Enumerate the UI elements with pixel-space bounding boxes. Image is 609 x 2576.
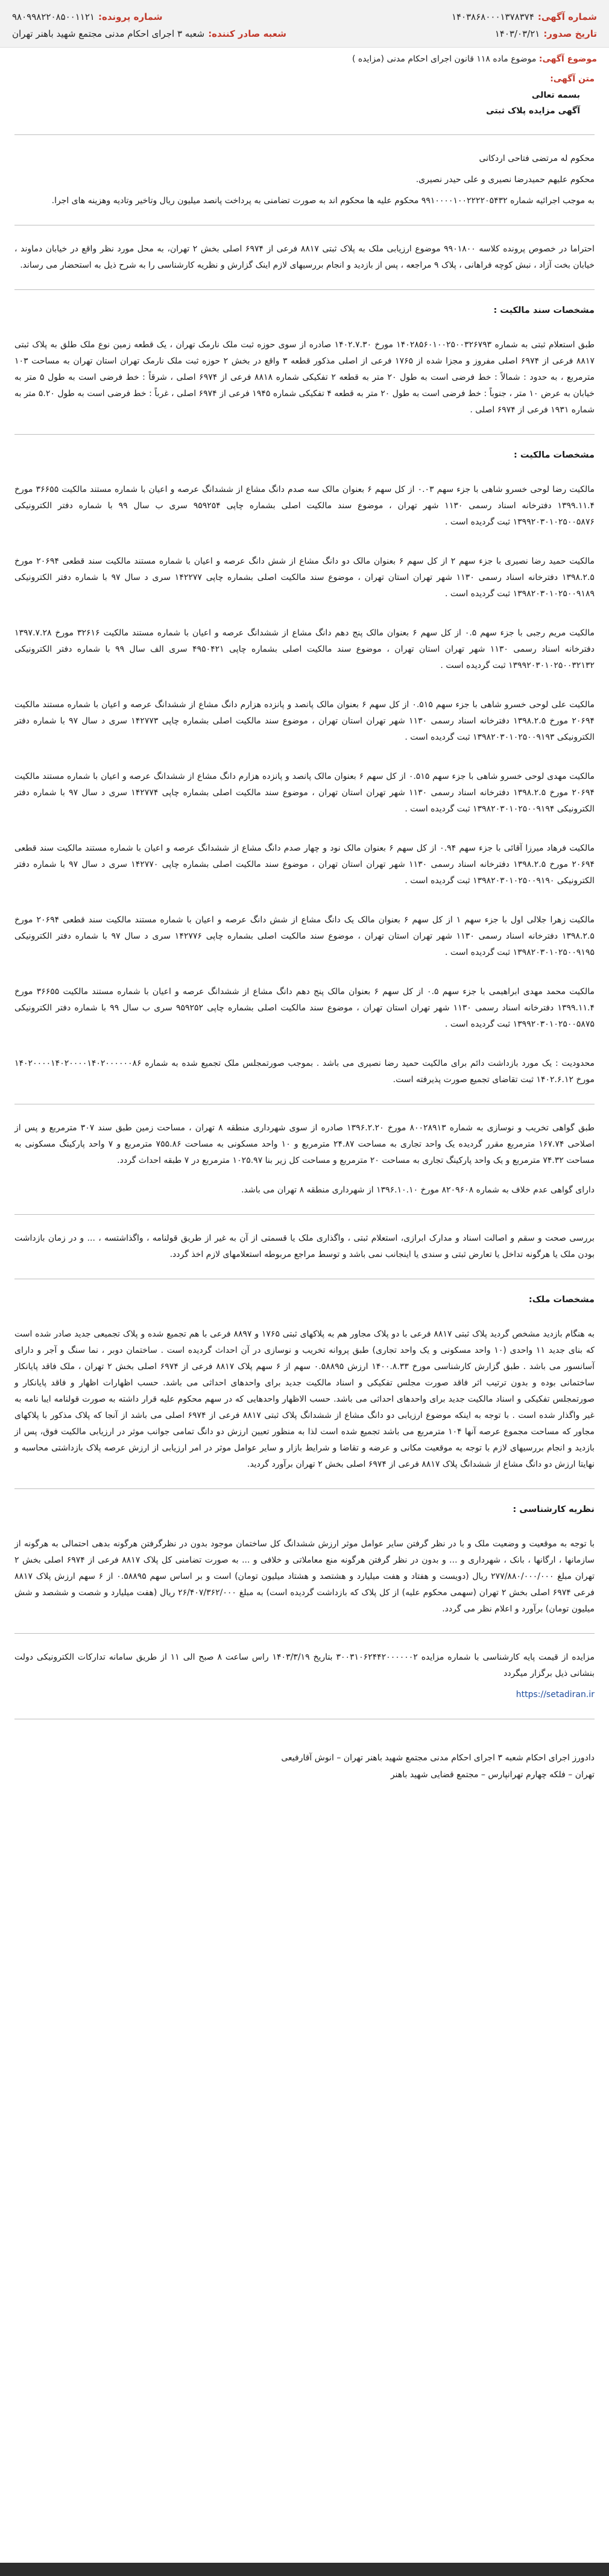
defendants: محکوم علیهم حمیدرضا نصیری و علی حیدر نصیری. bbox=[415, 175, 595, 184]
notice-title bbox=[14, 87, 595, 119]
ad-number-value: ۱۴۰۳۸۶۸۰۰۰۱۳۷۸۳۷۴ bbox=[451, 11, 534, 22]
owner-item: مالکیت حمید رضا نصیری با جزء سهم ۲ از کل سهم ۶ بعنوان مالک دو دانگ مشاع از شش دانگ عرصه و اعیان با شماره مستند مالکیت سند قطعی ۲۰۶۹۴ مورخ ۱۳۹۸.۲.۵ دفترخانه اسناد رسمی ۱۱۳۰ شهر تهران استان تهران ، موضوع سند مالکیت اصلی بشماره چاپی ۱۴۲۲۷۷ سری د سال ۹۷ با شماره دفتر الکترونیکی ۱۳۹۸۲۰۳۰۱۰۲۵۰۰۹۱۸۹ ثبت گردیده است . bbox=[14, 556, 595, 599]
ownership-section-title: مشخصات مالکیت : bbox=[514, 450, 595, 460]
owner-item: مالکیت فرهاد میرزا آقائی با جزء سهم ۰.۹۴ از کل سهم ۶ بعنوان مالک نود و چهار صدم دانگ مشاع از ششدانگ عرصه و اعیان با شماره مستند مالکیت سند قطعی ۲۰۶۹۴ مورخ ۱۳۹۸.۲.۵ دفترخانه اسناد رسمی ۱۱۳۰ شهر تهران استان تهران ، موضوع سند مالکیت اصلی بشماره چاپی ۱۴۲۷۷۰ سری د سال ۹۷ با شماره دفتر الکترونیکی ۱۳۹۸۲۰۳۰۱۰۲۵۰۰۹۱۹۰ ثبت گردیده است . bbox=[14, 843, 595, 886]
case-number-value: ۹۸۰۹۹۸۲۲۰۸۵۰۰۱۱۲۱ bbox=[12, 11, 95, 22]
property-paragraph: به هنگام بازدید مشخص گردید پلاک ثبتی ۸۸۱۷ فرعی با دو پلاک مجاور هم به پلاکهای ثبتی ۱۷۶۵ و ۸۸۹۷ فرعی با هم تجمیع شده و پلاک تجمیعی جدید صادر شده است که بنای جدید ۱۱ واحدی (۱۰ واحد مسکونی و یک واحد تجاری) طبق پروانه تخریب و نوسازی در آن احداث گردیده است . ساختمان دوبر ، نما سنگ و آجر و دارای آسانسور می باشد . طبق گزارش کارشناسی مورخ ۱۴۰۰.۸.۳۳ ارزش ۰.۵۸۸۹۵ سهم از ۶ سهم پلاک ۸۸۱۷ فرعی از ۶۹۷۴ اصلی بخش ۲ تهران ، ملک فاقد پایانکار ساختمانی بوده و بدون ترتیب اثر فاقد صورت مجلس تفکیکی و اسناد مالکیت جدید برای واحدهای احداثی می باشد. حسب اظهارات اظهار و فاقد پایانکار و صورتمجلس تفکیکی و اسناد مالکیت جدید برای واحدهای احداثی می باشد. حسب الاظهار واحدهایی که در سهم محکوم علیه قرار داشته به صورت قولنامه ایبا نامه به غیر واگذار شده است . با توجه به اینکه موضوع ارزیابی دو دانگ مشاع از ششدانگ پلاک ثبتی ۸۸۱۷ فرعی از ۶۹۷۴ اصلی می باشد از آنجا که پلاک مذکور با پلاکهای مجاور که مساحت مجموع عرصه آنها ۱۰۴ مترمربع می باشد تجمیع شده است لذا به منظور تعیین ارزش دو دانگ تمامی جوانب موثر در ارزیابی مالکیت فوق، پس از بازدید و انجام بررسیهای لازم با توجه به موقعیت مکانی و عرضه و تقاضا و شرایط بازار و سایر عوامل موثر در امر ارزیابی از ارزش عرصه پلاک بازداشتی محاسبه و نهایتا ارزش دو دانگ مشاع از ششدانگ پلاک ۸۸۱۷ فرعی از ۶۹۷۴ اصلی بخش ۲ تهران برآورد گردید. bbox=[14, 1329, 595, 1469]
header-row-1 bbox=[12, 8, 597, 25]
footer-address: تهران – فلکه چهارم تهرانپارس – مجتمع قضایی شهید باهنر bbox=[390, 1770, 595, 1780]
issue-date-value: ۱۴۰۳/۰۳/۲۱ bbox=[494, 28, 540, 39]
auction-paragraph: مزایده از قیمت پایه کارشناسی با شماره مزایده ۳۰۰۳۱۰۶۲۴۴۲۰۰۰۰۰۰۲ بتاریخ ۱۴۰۳/۳/۱۹ راس ساعت ۸ صبح الی ۱۱ از طریق سامانه تدارکات الکترونیکی دولت بنشانی ذیل برگزار میگردد bbox=[14, 1652, 595, 1678]
owner-item: مالکیت زهرا جلالی اول با جزء سهم ۱ از کل سهم ۶ بعنوان مالک یک دانگ مشاع از شش دانگ عرصه و اعیان با شماره مستند مالکیت سند قطعی ۲۰۶۹۴ مورخ ۱۳۹۸.۲.۵ دفترخانه اسناد رسمی ۱۱۳۰ شهر تهران استان تهران ، موضوع سند مالکیت اصلی بشماره چاپی ۱۴۲۷۷۶ سری د سال ۹۷ با شماره دفتر الکترونیکی ۱۳۹۸۲۰۳۰۱۰۲۵۰۰۹۱۹۵ ثبت گردیده است . bbox=[14, 915, 595, 957]
owner-item: مالکیت رضا لوحی خسرو شاهی با جزء سهم ۰.۰۳ از کل سهم ۶ بعنوان مالک سه صدم دانگ مشاع از ششدانگ عرصه و اعیان با شماره مستند مالکیت ۳۶۶۵۵ مورخ ۱۳۹۹.۱۱.۴ دفترخانه اسناد رسمی ۱۱۳۰ شهر تهران ، موضوع سند مالکیت اصلی بشماره چاپی ۹۵۹۲۵۴ سری ب سال ۹۹ با شماره دفتر الکترونیکی ۱۳۹۹۲۰۳۰۱۰۲۵۰۰۵۸۷۶ ثبت گردیده است . bbox=[14, 485, 595, 527]
footer bbox=[14, 1749, 595, 1783]
owners-list bbox=[14, 482, 595, 1033]
footer-officer: دادورز اجرای احکام شعبه ۳ اجرای احکام مدنی مجتمع شهید باهنر تهران – انوش آقارفیعی bbox=[281, 1753, 595, 1763]
ad-number bbox=[452, 8, 597, 25]
deed-paragraph: طبق استعلام ثبتی به شماره ۱۴۰۲۸۵۶۰۱۰۰۲۵۰۰۳۲۶۷۹۳ مورخ ۱۴۰۲.۷.۳۰ صادره از سوی حوزه ثبت ملک نارمک تهران ، یک قطعه زمین نوع ملک طلق به پلاک ثبتی ۸۸۱۷ فرعی از ۶۹۷۴ اصلی مفروز و مجزا شده از ۱۷۶۵ فرعی از اصلی مذکور قطعه ۳ واقع در بخش ۲ حوزه ثبت ملک نارمک تهران استان تهران به مساحت ۱۰۳ مترمربع ، به حدود : شمالاً : خط فرضی است به طول ۲۰ متر به قطعه ۲ تفکیکی شماره ۸۸۱۸ فرعی از ۶۹۷۴ اصلی ، شرقاً : خط فرضی است به طول ۵ متر به خیابان به عرض ۱۰ متر ، جنوباً : خط فرضی است به طول ۲۰ متر به قطعه ۴ تفکیکی شماره ۱۹۴۵ فرعی از ۶۹۷۴ اصلی ، غرباً : خط فرضی است به طول ۵.۲۰ متر به شماره ۱۹۳۱ فرعی از ۶۹۷۴ اصلی . bbox=[14, 340, 595, 415]
ad-text-label: متن آگهی: bbox=[550, 74, 595, 84]
divider bbox=[14, 1633, 595, 1634]
divider bbox=[14, 134, 595, 135]
ad-number-label: شماره آگهی: bbox=[537, 11, 597, 22]
restriction-note: محدودیت : یک مورد بازداشت دائم برای مالکیت حمید رضا نصیری می باشد . بموجب صورتمجلس ملک تجمیع شده به شماره ۱۴۰۲۰۰۰۰۱۴۰۲۰۰۰۰۱۴۰۲۰۰۰۰۰۰۸۶ مورخ ۱۴۰۲.۶.۱۲ ثبت تقاضای تجمیع صورت پذیرفته است. bbox=[14, 1059, 595, 1085]
header-row-2 bbox=[12, 25, 597, 42]
owner-item: مالکیت محمد مهدی ابراهیمی با جزء سهم ۰.۵ از کل سهم ۶ بعنوان مالک پنج دهم دانگ مشاع از ششدانگ عرصه و اعیان با شماره مستند مالکیت ۳۶۶۵۵ مورخ ۱۳۹۹.۱۱.۴ دفترخانه اسناد رسمی ۱۱۳۰ شهر تهران استان تهران ، موضوع سند مالکیت اصلی بشماره چاپی ۹۵۹۲۵۲ سری ب سال ۹۹ با شماره دفتر الکترونیکی ۱۳۹۹۲۰۳۰۱۰۲۵۰۰۵۸۷۵ ثبت گردیده است . bbox=[14, 987, 595, 1029]
deed-section-title: مشخصات سند مالکیت : bbox=[493, 306, 595, 315]
subject-bar bbox=[0, 48, 609, 71]
divider bbox=[14, 1214, 595, 1215]
issue-date-label: تاریخ صدور: bbox=[543, 28, 597, 39]
title-line-1: بسمه تعالی bbox=[531, 90, 580, 100]
divider bbox=[14, 289, 595, 290]
issuing-branch bbox=[12, 25, 286, 42]
intro-paragraph-2: احتراما در خصوص پرونده کلاسه ۹۹۰۱۸۰۰ موضوع ارزیابی ملک به پلاک ثبتی ۸۸۱۷ فرعی از ۶۹۷۴ اصلی بخش ۲ تهران، به محل مورد نظر واقع در خیابان دماوند ، خیابان بخت آزاد ، نبش کوچه فراهانی ، پلاک ۹ مراجعه ، پس از بازدید و انجام بررسیهای لازم اینک گزارش و نظریه کارشناسی را به شرح ذیل به استحضار می رساند. bbox=[14, 244, 595, 270]
divider bbox=[14, 434, 595, 435]
case-number-label: شماره پرونده: bbox=[98, 11, 163, 22]
plaintiff: محکوم له مرتضی فتاحی اردکانی bbox=[479, 154, 595, 163]
title-line-2: آگهی مزایده پلاک ثبتی bbox=[486, 106, 580, 116]
scope-paragraph: بررسی صحت و سقم و اصالت اسناد و مدارک ابرازی، استعلام ثبتی ، واگذاری ملک یا قسمتی از آن به غیر از طریق قولنامه ، واگذاشتسه ، ... و در زمان بازداشت بودن ملک یا هرگونه تداخل یا تعارض ثبتی و سندی یا اینجانب نمی باشد و توسط مراجع مربوطه استعلامهای لازم اخذ گردد. bbox=[14, 1233, 595, 1259]
owner-item: مالکیت مهدی لوحی خسرو شاهی با جزء سهم ۰.۵۱۵ از کل سهم ۶ بعنوان مالک پانصد و پانزده هزارم دانگ مشاع از ششدانگ عرصه و اعیان با شماره مستند مالکیت ۲۰۶۹۴ مورخ ۱۳۹۸.۲.۵ دفترخانه اسناد رسمی ۱۱۳۰ شهر تهران استان تهران ، موضوع سند مالکیت اصلی بشماره چاپی ۱۴۲۷۷۴ سری د سال ۹۷ با شماره دفتر الکترونیکی ۱۳۹۸۲۰۳۰۱۰۲۵۰۰۹۱۹۴ ثبت گردیده است . bbox=[14, 772, 595, 814]
opinion-section-title: نظریه کارشناسی : bbox=[513, 1505, 595, 1514]
divider bbox=[14, 1488, 595, 1489]
subject-value: موضوع ماده ۱۱۸ قانون اجرای احکام مدنی (مزایده ) bbox=[352, 54, 537, 64]
bottom-bar bbox=[0, 2563, 609, 2576]
permit-note: دارای گواهی عدم خلاف به شماره ۸۲۰۹۶۰۸ مورخ ۱۳۹۶.۱۰.۱۰ از شهرداری منطقه ۸ تهران می باشد. bbox=[241, 1185, 595, 1195]
notice-header bbox=[0, 0, 609, 48]
owner-item: مالکیت مریم رجبی با جزء سهم ۰.۵ از کل سهم ۶ بعنوان مالک پنج دهم دانگ مشاع از ششدانگ عرصه و اعیان با شماره مستند مالکیت ۳۲۶۱۶ مورخ ۱۳۹۷.۷.۲۸ دفترخانه اسناد رسمی ۱۱۳۰ شهر تهران استان تهران ، موضوع سند مالکیت اصلی بشماره چاپی ۴۹۵۰۴۲۱ سری الف سال ۹۹ با شماره دفتر الکترونیکی ۱۳۹۹۲۰۳۰۱۰۲۵۰۰۳۲۱۳۲ ثبت گردیده است . bbox=[14, 628, 595, 670]
opinion-paragraph: با توجه به موقعیت و وضعیت ملک و با در نظر گرفتن سایر عوامل موثر ارزش ششدانگ کل ساختمان موجود بدون در نظرگرفتن هرگونه بدهی احتمالی به هرگونه از سازمانها ، ارگانها ، بانک ، شهرداری و ... و بدون در نظر گرفتن هرگونه منع معاملاتی و خلافی و ... به صورت تضامنی کل پلاک ۸۸۱۷ فرعی از ۶۹۷۴ اصلی بخش ۲ تهران مبلغ ۲۷۷/۸۸۰/۰۰۰/۰۰۰ ریال (دویست و هفتاد و هفت میلیارد و هشتصد و هشتاد میلیون تومان) است و بر اساس سهم ۰.۵۸۸۹۵ از ۶ سهم ارزش پلاک ۸۸۱۷ فرعی ۶۹۷۴ اصلی بخش ۲ تهران (سهمی محکوم علیه) از کل پلاک که بازداشت گردیده است) به مبلغ ۲۶/۴۰۷/۳۶۲/۰۰۰ ریال (هفت میلیارد و شصت و ششصد و شش میلیون تومان) برآورد و اعلام نظر می گردد. bbox=[14, 1539, 595, 1614]
permit-paragraph: طبق گواهی تخریب و نوسازی به شماره ۸۰۰۲۸۹۱۳ مورخ ۱۳۹۶.۲.۲۰ صادره از سوی شهرداری منطقه ۸ تهران ، مساحت زمین طبق سند ۳۰۷ مترمربع و پس از اصلاحی ۱۶۷.۷۴ مترمربع مقرر گردیده یک واحد تجاری به مساحت ۲۴.۸۷ مترمربع و ۱۰ واحد مسکونی به مساحت ۷۵۵.۸۶ مترمربع و ۷ واحد پارکینگ مسکونی به مساحت ۷۴.۳۲ مترمربع و یک واحد پارکینگ تجاری به مساحت ۲۰ مترمربع و مساحت کل زیر بنا ۱۰۲۵.۹۷ مترمربع در ۷ طبقه احداث گردد. bbox=[14, 1123, 595, 1165]
intro-paragraph: به موجب اجرائیه شماره ۹۹۱۰۰۰۰۱۰۰۲۲۲۲۰۵۴۳۲ محکوم علیه ها محکوم اند به صورت تضامنی به پرداخت پانصد میلیون ریال وتاخیر وتادیه وهزینه های اجرا. bbox=[51, 196, 595, 206]
owner-item: مالکیت علی لوحی خسرو شاهی با جزء سهم ۰.۵۱۵ از کل سهم ۶ بعنوان مالک پانصد و پانزده هزارم دانگ مشاع از ششدانگ عرصه و اعیان با شماره مستند مالکیت ۲۰۶۹۴ مورخ ۱۳۹۸.۲.۵ دفترخانه اسناد رسمی ۱۱۳۰ شهر تهران استان تهران ، موضوع سند مالکیت اصلی بشماره چاپی ۱۴۲۷۷۳ سری د سال ۹۷ با شماره دفتر الکترونیکی ۱۳۹۸۲۰۳۰۱۰۲۵۰۰۹۱۹۳ ثبت گردیده است . bbox=[14, 700, 595, 742]
subject-label: موضوع آگهی: bbox=[538, 54, 597, 64]
issuing-branch-value: شعبه ۳ اجرای احکام مدنی مجتمع شهید باهنر تهران bbox=[12, 28, 205, 39]
case-number bbox=[12, 8, 163, 25]
auction-link[interactable]: https://setadiran.ir bbox=[516, 1690, 595, 1699]
property-section-title: مشخصات ملک: bbox=[528, 1295, 595, 1305]
issuing-branch-label: شعبه صادر کننده: bbox=[208, 28, 287, 39]
issue-date bbox=[495, 25, 597, 42]
